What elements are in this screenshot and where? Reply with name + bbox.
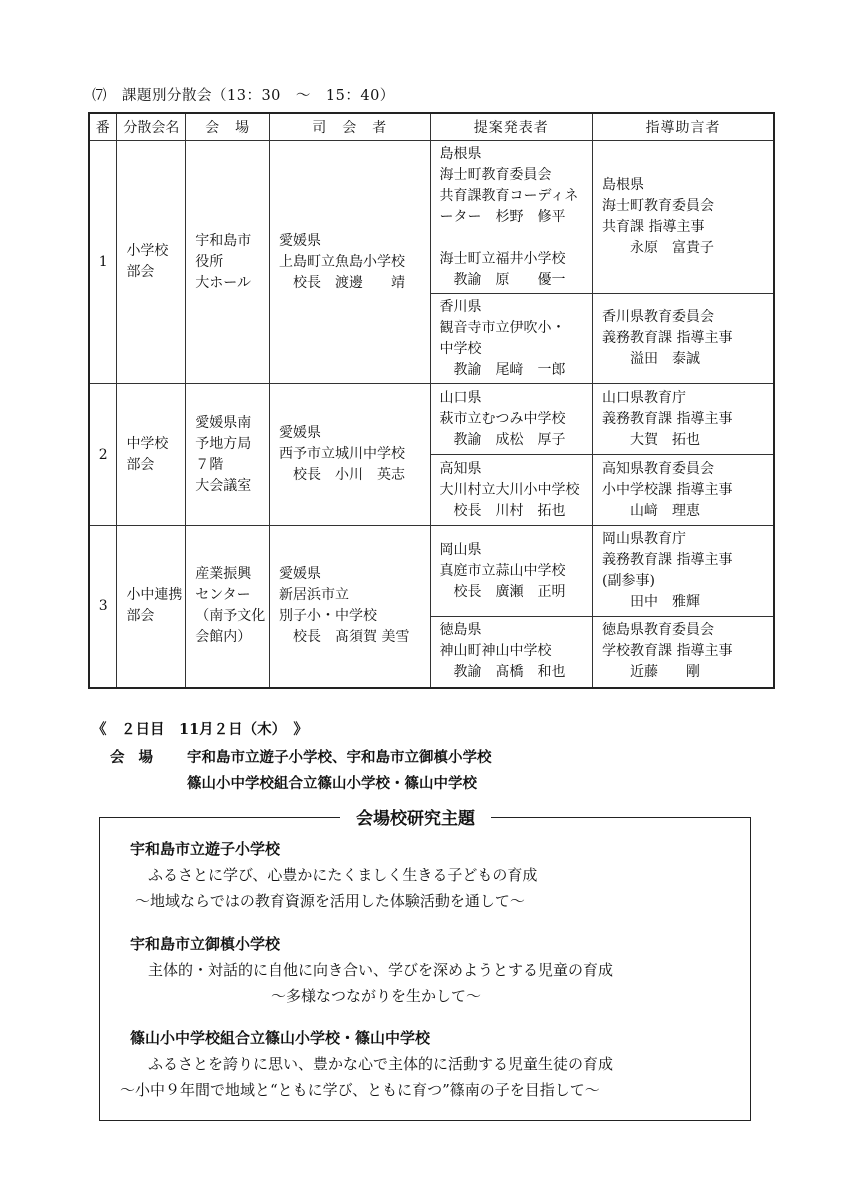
session-chair: 愛媛県 新居浜市立 別子小・中学校 校長 髙須賀 美雪 — [270, 526, 431, 688]
advisor-cell: 高知県教育委員会 小中学校課 指導主事 山﨑 理恵 — [593, 455, 774, 526]
session-number: 1 — [89, 141, 117, 384]
breakout-session-table — [88, 112, 775, 689]
header-venue: 会 場 — [186, 113, 270, 141]
presenter-cell: 高知県 大川村立大川小中学校 校長 川村 拓也 — [430, 455, 593, 526]
session-chair: 愛媛県 西予市立城川中学校 校長 小川 英志 — [270, 384, 431, 526]
school-theme: 主体的・対話的に自他に向き合い、学びを深めようとする児童の育成 — [148, 961, 614, 979]
session-name: 小中連携 部会 — [117, 526, 186, 688]
presenter-cell: 徳島県 神山町神山中学校 教諭 髙橋 和也 — [430, 617, 593, 688]
header-advisor: 指導助言者 — [593, 113, 774, 141]
table-row — [89, 526, 774, 617]
school-name: 宇和島市立遊子小学校 — [130, 840, 281, 858]
table-header-row — [89, 113, 774, 141]
session-name: 中学校 部会 — [117, 384, 186, 526]
advisor-cell: 徳島県教育委員会 学校教育課 指導主事 近藤 剛 — [593, 617, 774, 688]
session-venue: 愛媛県南 予地方局 ７階 大会議室 — [186, 384, 270, 526]
presenter-cell: 島根県 海士町教育委員会 共育課教育コーディネ ーター 杉野 修平 海士町立福井小学校 教諭 原 優一 — [430, 141, 593, 294]
advisor-cell: 山口県教育庁 義務教育課 指導主事 大賀 拓也 — [593, 384, 774, 455]
school-subtheme: ～多様なつながりを生かして～ — [271, 987, 482, 1005]
school-theme: ふるさとに学び、心豊かにたくましく生きる子どもの育成 — [148, 866, 538, 884]
venue-line-2: 篠山小中学校組合立篠山小学校・篠山中学校 — [187, 776, 477, 792]
advisor-cell: 香川県教育委員会 義務教育課 指導主事 溢田 泰誠 — [593, 294, 774, 384]
day2-heading: 《 ２日目 11月２日（木） 》 — [92, 721, 308, 738]
advisor-cell: 島根県 海士町教育委員会 共育課 指導主事 永原 富貴子 — [593, 141, 774, 294]
presenter-cell: 山口県 萩市立むつみ中学校 教諭 成松 厚子 — [430, 384, 593, 455]
venue-line-1: 宇和島市立遊子小学校、宇和島市立御槙小学校 — [187, 750, 492, 766]
header-presenter: 提案発表者 — [430, 113, 593, 141]
session-chair: 愛媛県 上島町立魚島小学校 校長 渡邊 靖 — [270, 141, 431, 384]
header-chair: 司 会 者 — [270, 113, 431, 141]
school-name: 宇和島市立御槙小学校 — [130, 935, 281, 953]
session-venue: 産業振興 センター （南予文化 会館内） — [186, 526, 270, 688]
session-number: 2 — [89, 384, 117, 526]
session-number: 3 — [89, 526, 117, 688]
session-venue: 宇和島市 役所 大ホール — [186, 141, 270, 384]
table-row — [89, 384, 774, 455]
venue-label: 会場 — [110, 749, 167, 766]
school-name: 篠山小中学校組合立篠山小学校・篠山中学校 — [130, 1029, 431, 1047]
school-subtheme: ～地域ならではの教育資源を活用した体験活動を通して～ — [135, 892, 525, 910]
school-subtheme: ～小中９年間で地域と“ともに学び、ともに育つ”篠南の子を目指して～ — [120, 1081, 600, 1099]
research-themes-title: 会場校研究主題 — [340, 804, 491, 829]
header-number: 番 — [89, 113, 117, 141]
presenter-cell: 岡山県 真庭市立蒜山中学校 校長 廣瀬 正明 — [430, 526, 593, 617]
advisor-cell: 岡山県教育庁 義務教育課 指導主事 (副参事) 田中 雅輝 — [593, 526, 774, 617]
header-session-name: 分散会名 — [117, 113, 186, 141]
table-row — [89, 141, 774, 294]
session-name: 小学校 部会 — [117, 141, 186, 384]
school-theme: ふるさとを誇りに思い、豊かな心で主体的に活動する児童生徒の育成 — [148, 1055, 614, 1073]
presenter-cell: 香川県 観音寺市立伊吹小・ 中学校 教諭 尾﨑 一郎 — [430, 294, 593, 384]
section-title: ⑺ 課題別分散会（13：30 ～ 15：40） — [92, 88, 395, 104]
